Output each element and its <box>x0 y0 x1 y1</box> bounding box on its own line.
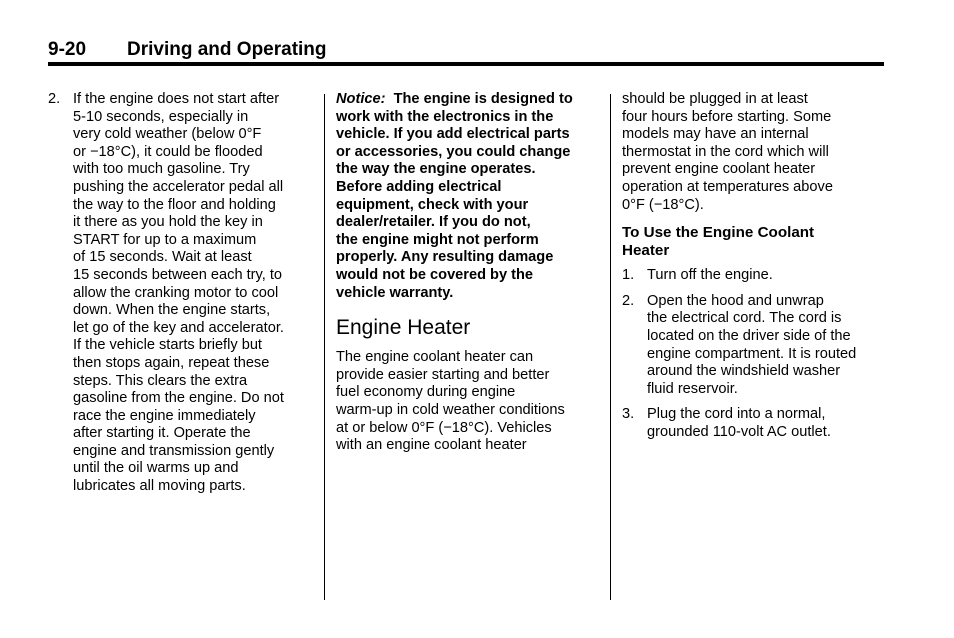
page-number: 9-20 <box>48 39 87 60</box>
text-line: around the windshield washer <box>647 363 841 380</box>
notice-line: dealer/retailer. If you do not, <box>336 214 531 231</box>
text-line: down. When the engine starts, <box>73 302 271 319</box>
text-line: let go of the key and accelerator. <box>73 319 284 336</box>
notice-block <box>336 91 601 302</box>
section-body <box>336 349 601 455</box>
text-line: or −18°C), it could be flooded <box>73 143 263 160</box>
notice-line: work with the electronics in the <box>336 108 554 125</box>
text-line: with an engine coolant heater <box>336 437 527 454</box>
column-3 <box>622 91 887 442</box>
text-line: engine compartment. It is routed <box>647 345 857 362</box>
text-line: of 15 seconds. Wait at least <box>73 249 252 266</box>
text-line: prevent engine coolant heater <box>622 161 816 178</box>
list-item-2 <box>48 91 318 496</box>
text-line: lubricates all moving parts. <box>73 478 246 495</box>
notice-line: Before adding electrical <box>336 178 502 195</box>
text-line: The engine coolant heater can <box>336 349 534 366</box>
continued-text <box>622 91 887 214</box>
column-divider-2 <box>610 94 611 600</box>
text-line: fluid reservoir. <box>647 380 738 397</box>
notice-label: Notice: <box>336 91 386 107</box>
heading-line: To Use the Engine Coolant <box>622 224 815 242</box>
subsection-heading <box>622 224 887 260</box>
heading-line: Heater <box>622 242 670 260</box>
text-line: the way to the floor and holding <box>73 196 276 213</box>
page-header <box>48 39 884 61</box>
text-line: steps. This clears the extra <box>73 372 248 389</box>
text-line: engine and transmission gently <box>73 442 275 459</box>
notice-text: The engine is designed to <box>393 91 573 107</box>
list-number: 2. <box>622 292 635 309</box>
text-line: fuel economy during engine <box>336 384 516 401</box>
text-line: allow the cranking motor to cool <box>73 284 279 301</box>
text-line: it there as you hold the key in <box>73 214 263 231</box>
notice-line: vehicle warranty. <box>336 284 454 301</box>
text-line: after starting it. Operate the <box>73 425 251 442</box>
text-line: 0°F (−18°C). <box>622 196 704 213</box>
list-number: 2. <box>48 91 61 107</box>
notice-first-line <box>336 91 601 109</box>
text-line: then stops again, repeat these <box>73 354 270 371</box>
text-line: provide easier starting and better <box>336 366 550 383</box>
text-line: 5-10 seconds, especially in <box>73 108 249 125</box>
text-line: Open the hood and unwrap <box>647 292 824 309</box>
text-line: with too much gasoline. Try <box>73 161 250 178</box>
notice-line: the engine might not perform <box>336 231 539 248</box>
text-line: START for up to a maximum <box>73 231 257 248</box>
header-rule <box>48 62 884 66</box>
notice-line: would not be covered by the <box>336 266 534 283</box>
list-item-3 <box>622 406 887 441</box>
text-line: grounded 110-volt AC outlet. <box>647 423 831 440</box>
notice-line: equipment, check with your <box>336 196 529 213</box>
list-number: 1. <box>622 267 635 284</box>
text-line: If the vehicle starts briefly but <box>73 337 262 354</box>
notice-line: the way the engine operates. <box>336 161 536 178</box>
text-line: the electrical cord. The cord is <box>647 310 842 327</box>
notice-line: properly. Any resulting damage <box>336 249 554 266</box>
list-item-1 <box>622 267 887 285</box>
text-line: operation at temperatures above <box>622 178 833 195</box>
text-line: race the engine immediately <box>73 407 256 424</box>
text-line: four hours before starting. Some <box>622 108 832 125</box>
text-line: 15 seconds between each try, to <box>73 266 283 283</box>
text-line: If the engine does not start after <box>73 91 280 107</box>
column-2 <box>336 91 601 455</box>
notice-line: or accessories, you could change <box>336 143 571 160</box>
notice-line: vehicle. If you add electrical parts <box>336 126 570 143</box>
text-line: models may have an internal <box>622 126 809 143</box>
section-heading: Engine Heater <box>336 316 471 340</box>
section-title: Driving and Operating <box>127 39 327 60</box>
text-line: Plug the cord into a normal, <box>647 406 826 423</box>
text-line: Turn off the engine. <box>647 267 773 284</box>
text-line: at or below 0°F (−18°C). Vehicles <box>336 419 552 436</box>
text-line: gasoline from the engine. Do not <box>73 390 284 407</box>
column-divider-1 <box>324 94 325 600</box>
list-item-2 <box>622 293 887 399</box>
text-line: located on the driver side of the <box>647 327 851 344</box>
text-line: until the oil warms up and <box>73 460 239 477</box>
text-line: thermostat in the cord which will <box>622 143 829 160</box>
text-line: should be plugged in at least <box>622 91 808 107</box>
text-line: warm-up in cold weather conditions <box>336 401 565 418</box>
text-line: pushing the accelerator pedal all <box>73 178 284 195</box>
text-line: very cold weather (below 0°F <box>73 126 262 143</box>
list-number: 3. <box>622 406 635 423</box>
column-1 <box>48 91 318 496</box>
